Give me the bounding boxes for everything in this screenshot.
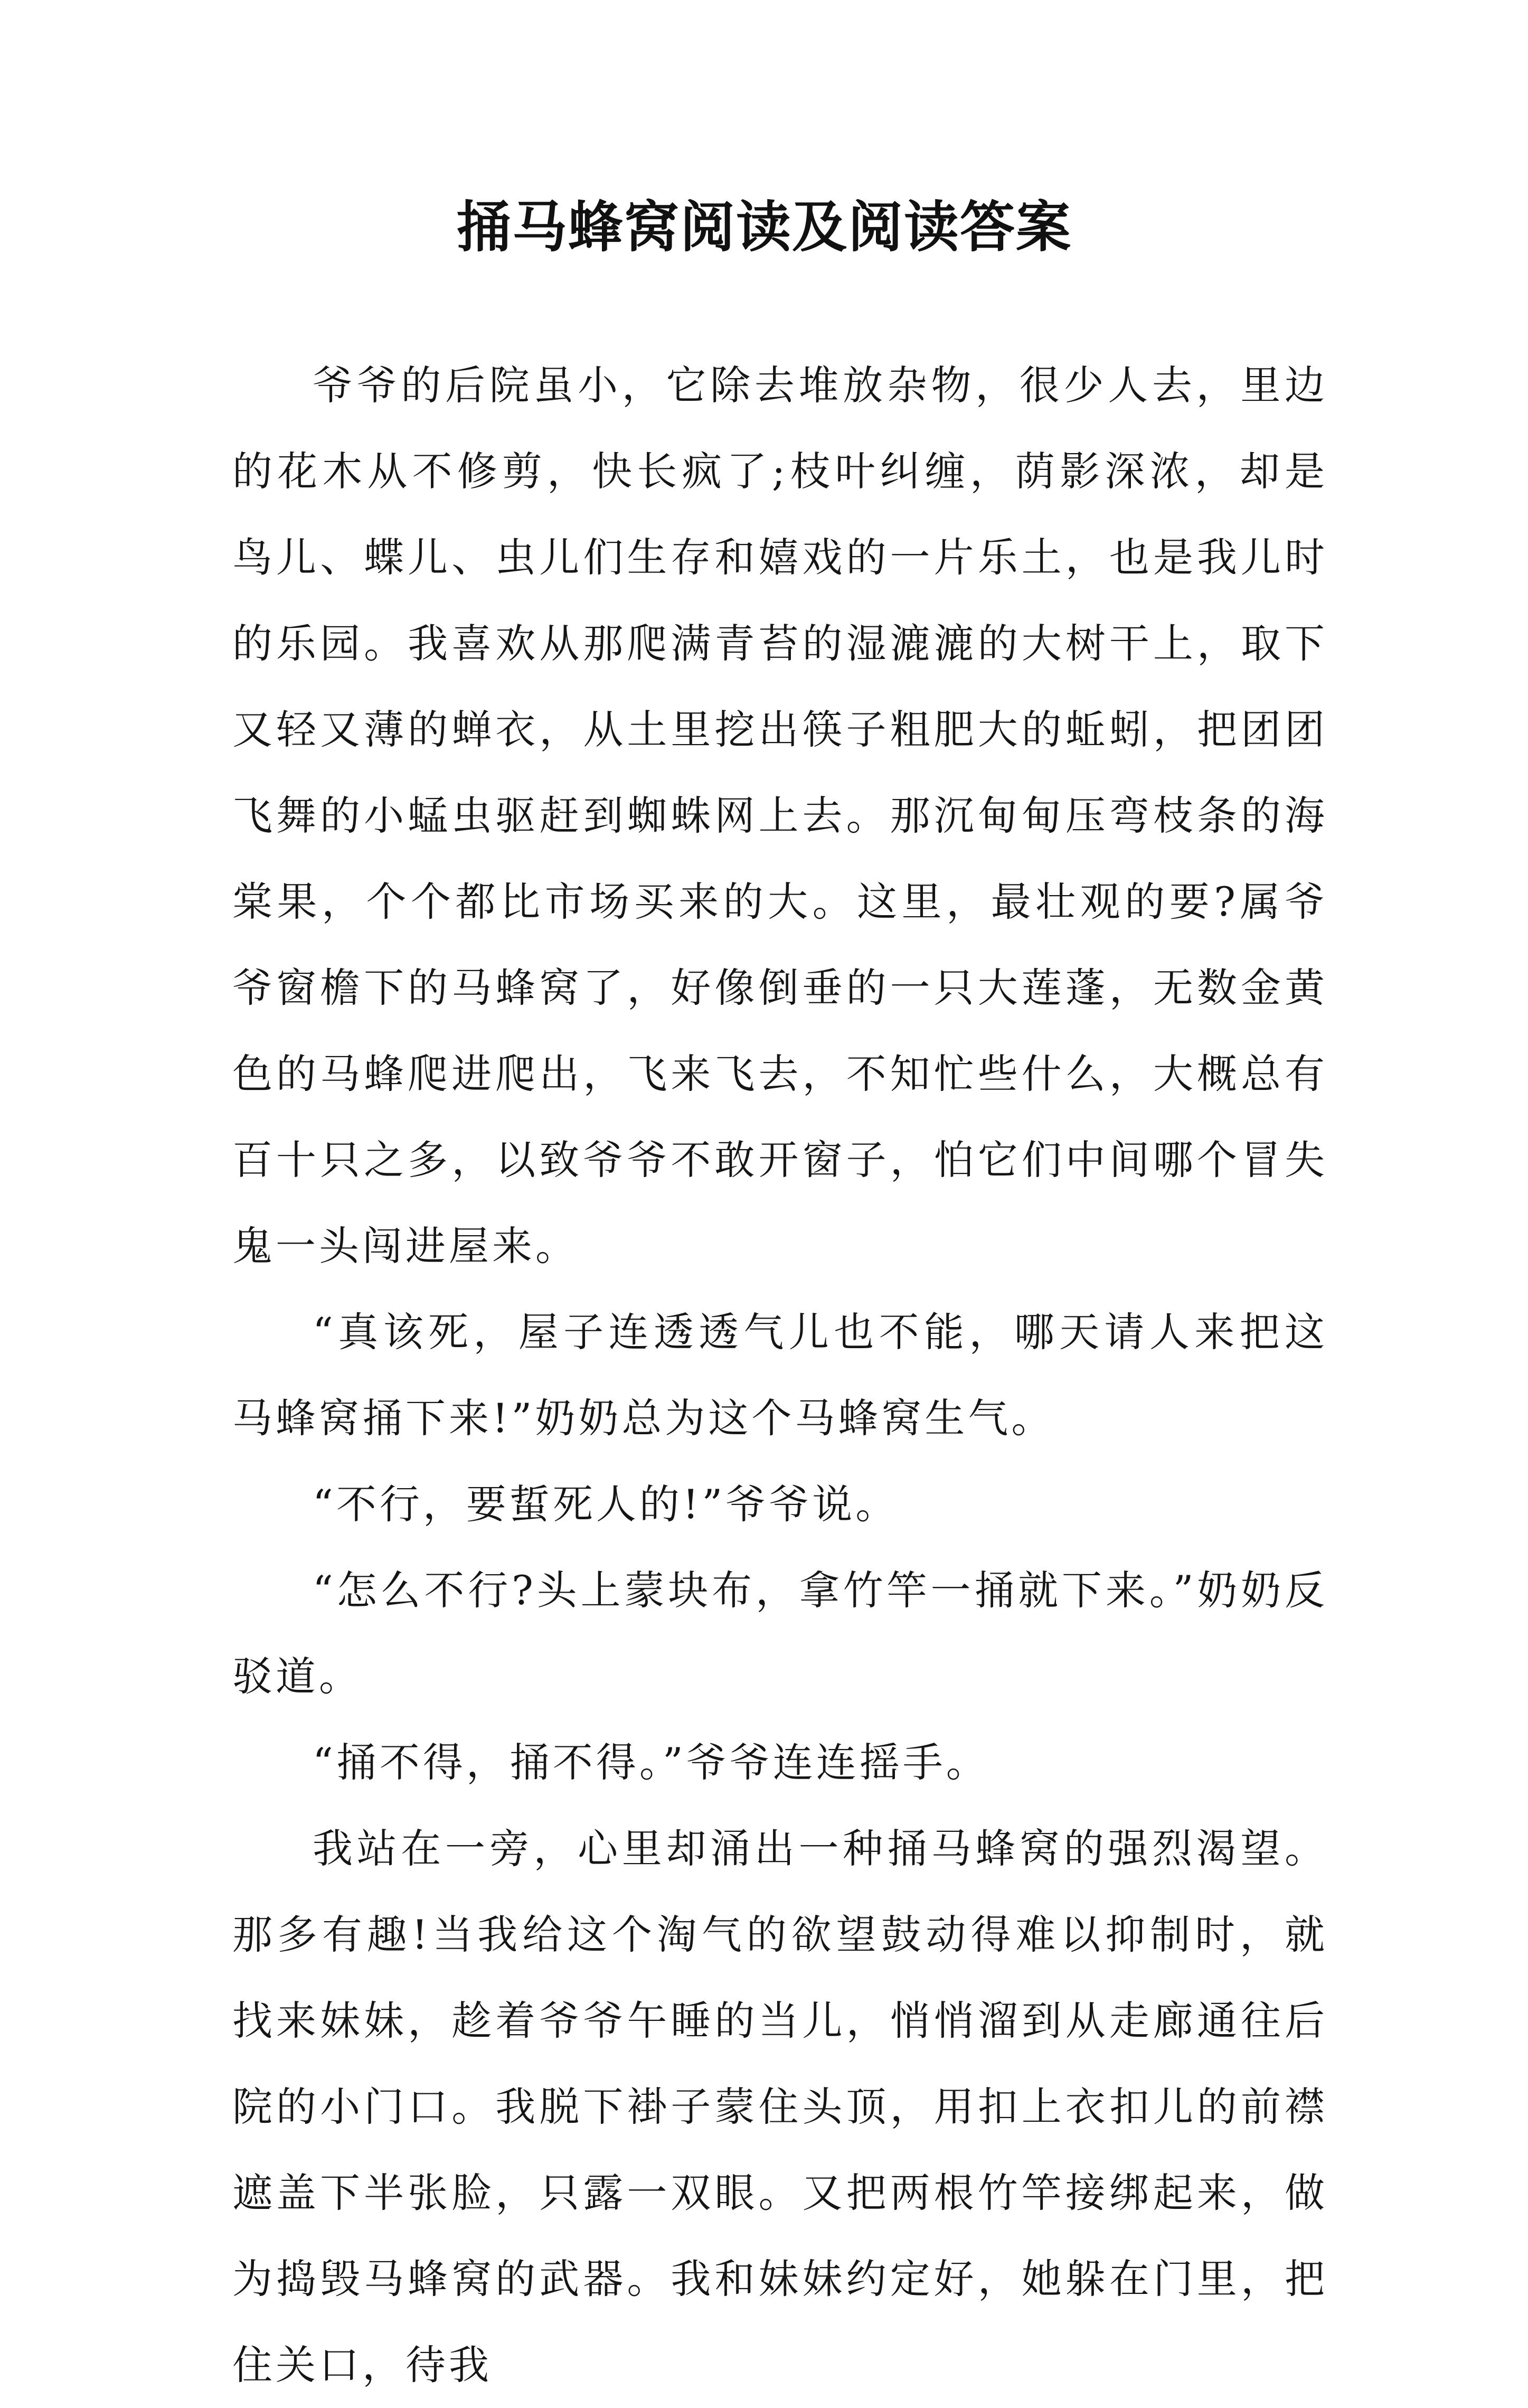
paragraph: “真该死，屋子连透透气儿也不能，哪天请人来把这马蜂窝捅下来!”奶奶总为这个马蜂窝生气。 (232, 1309, 1328, 1442)
paragraph: 爷爷的后院虽小，它除去堆放杂物，很少人去，里边的花木从不修剪，快长疯了;枝叶纠缠，荫影深浓，却是鸟儿、蝶儿、虫儿们生存和嬉戏的一片乐土，也是我儿时的乐园。我喜欢从那爬满青苔的湿漉漉的大树干上，取下又轻又薄的蝉衣，从土里挖出筷子粗肥大的蚯蚓，把团团飞舞的小蜢虫驱赶到蜘蛛网上去。那沉甸甸压弯枝条的海棠果，个个都比市场买来的大。这里，最壮观的要?属爷爷窗檐下的马蜂窝了，好像倒垂的一只大莲蓬，无数金黄色的马蜂爬进爬出，飞来飞去，不知忙些什么，大概总有百十只之多，以致爷爷不敢开窗子，怕它们中间哪个冒失鬼一头闯进屋来。 (232, 362, 1328, 1269)
paragraph: “不行，要蜇死人的!”爷爷说。 (313, 1481, 899, 1528)
document-title: 捅马蜂窝阅读及阅读答案 (456, 194, 1072, 259)
paragraph: 我站在一旁，心里却涌出一种捅马蜂窝的强烈渴望。那多有趣!当我给这个淘气的欲望鼓动得难以抑制时，就找来妹妹，趁着爷爷午睡的当儿，悄悄溜到从走廊通往后院的小门口。我脱下褂子蒙住头顶，用扣上衣扣儿的前襟遮盖下半张脸，只露一双眼。又把两根竹竿接绑起来，做为捣毁马蜂窝的武器。我和妹妹约定好，她躲在门里，把住关口，待我 (232, 1825, 1328, 2388)
paragraph: “捅不得，捅不得。”爷爷连连摇手。 (313, 1739, 989, 1786)
paragraph: “怎么不行?头上蒙块布，拿竹竿一捅就下来。”奶奶反驳道。 (232, 1567, 1328, 1700)
document-body (232, 342, 1328, 2408)
